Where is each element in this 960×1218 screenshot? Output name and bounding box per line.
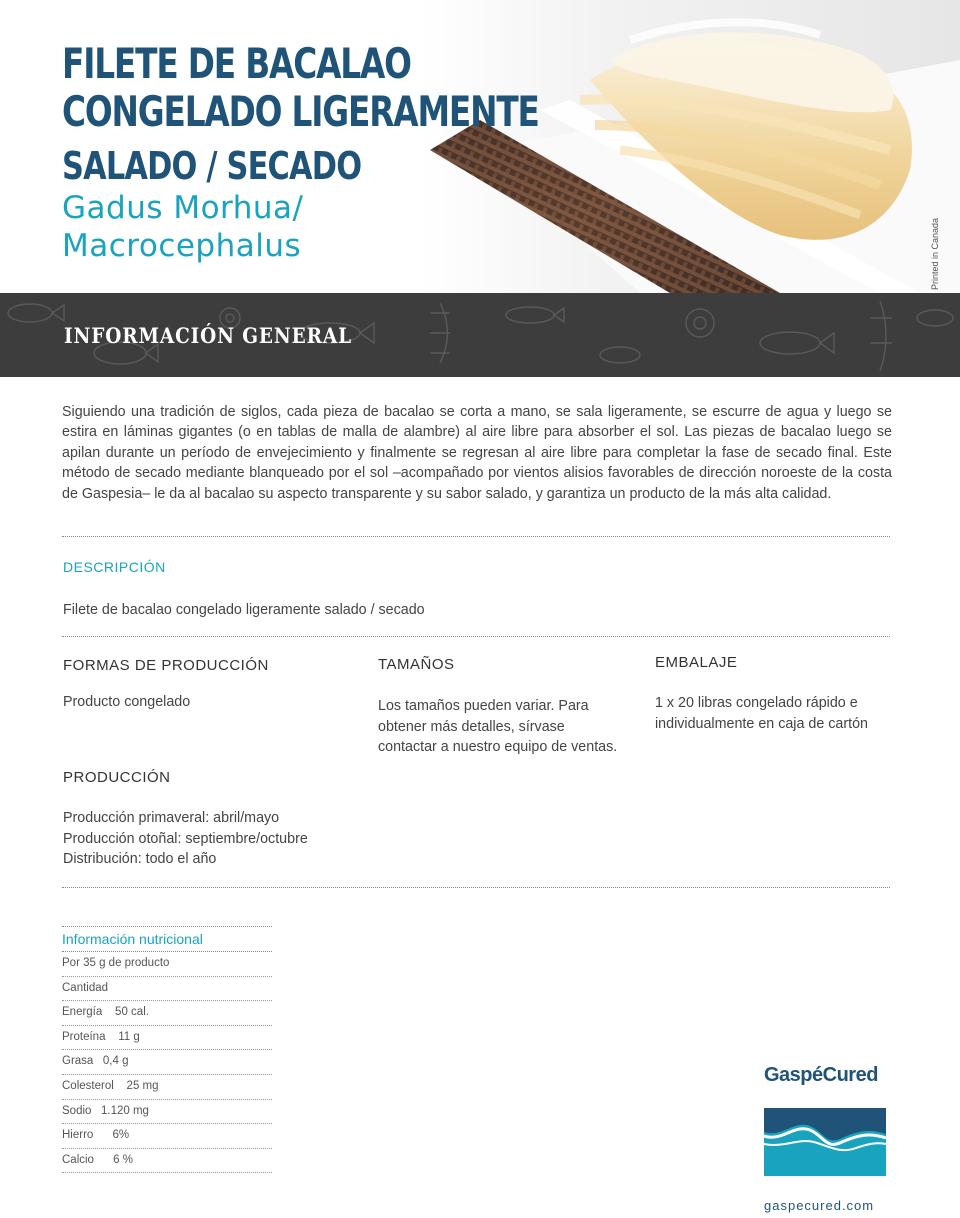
species-line1: Gadus Morhua/ bbox=[62, 190, 304, 226]
sizes-line: Los tamaños pueden variar. Para bbox=[378, 698, 589, 714]
nutrition-row: Proteína 11 g bbox=[62, 1026, 272, 1051]
packaging-heading: EMBALAJE bbox=[655, 654, 738, 671]
nutrition-row: Sodio 1.120 mg bbox=[62, 1100, 272, 1125]
product-title-line1: FILETE DE BACALAO bbox=[62, 39, 411, 88]
section-title-general-info: INFORMACIÓN GENERAL bbox=[64, 323, 352, 348]
nutrition-row: Por 35 g de producto bbox=[62, 952, 272, 977]
packaging-line: individualmente en caja de cartón bbox=[655, 715, 869, 732]
packaging-text bbox=[655, 693, 868, 734]
printed-in-canada-note: Printed in Canada bbox=[930, 217, 940, 290]
section-band bbox=[0, 293, 960, 377]
nutrition-table bbox=[62, 926, 272, 1173]
nutrition-row: Colesterol 25 mg bbox=[62, 1075, 272, 1100]
production-line: Producción otoñal: septiembre/octubre bbox=[63, 830, 308, 847]
production-text bbox=[63, 808, 308, 870]
divider bbox=[62, 536, 890, 537]
nutrition-row: Cantidad bbox=[62, 977, 272, 1002]
production-line: Producción primaveral: abril/mayo bbox=[63, 810, 280, 826]
sizes-heading: TAMAÑOS bbox=[378, 656, 455, 673]
nutrition-row: Grasa 0,4 g bbox=[62, 1050, 272, 1075]
wave-logo-icon bbox=[764, 1108, 886, 1176]
production-forms-heading: FORMAS DE PRODUCCIÓN bbox=[63, 657, 269, 674]
packaging-line: 1 x 20 libras congelado rápido e bbox=[655, 695, 858, 711]
divider bbox=[62, 887, 890, 888]
nutrition-row: Energía 50 cal. bbox=[62, 1001, 272, 1026]
nutrition-row: Hierro 6% bbox=[62, 1124, 272, 1149]
website-link[interactable]: gaspecured.com bbox=[764, 1198, 875, 1213]
sizes-line: obtener más detalles, sírvase bbox=[378, 718, 565, 735]
sizes-line: contactar a nuestro equipo de ventas. bbox=[378, 739, 618, 756]
sizes-text bbox=[378, 696, 617, 758]
production-forms-text: Producto congelado bbox=[63, 694, 191, 710]
intro-paragraph: Siguiendo una tradición de siglos, cada pieza de bacalao se corta a mano, se sala ligeramente, se escurre de agua y luego se estira en láminas gigantes (o en tablas de malla de alambre) al aire libre para absorber el sol. Las piezas de bacalao luego se apilan durante un período de envejecimiento y finalmente se regresan al aire libre para completar la fase de secado final. Este método de secado mediante blanqueado por el sol –acompañado por vientos alisios favorables de dirección noroeste de la costa de Gaspesia– le da al bacalao su aspecto transparente y su sabor salado, y garantiza un producto de la más alta calidad. bbox=[62, 404, 892, 502]
product-title-line3: SALADO / SECADO bbox=[62, 144, 362, 188]
nutrition-title: Información nutricional bbox=[62, 926, 272, 952]
product-title-line2: CONGELADO LIGERAMENTE bbox=[62, 87, 539, 136]
description-heading: DESCRIPCIÓN bbox=[63, 559, 166, 575]
title-block bbox=[62, 40, 622, 264]
production-heading: PRODUCCIÓN bbox=[63, 769, 171, 786]
nutrition-row: Calcio 6 % bbox=[62, 1149, 272, 1174]
hero-header bbox=[0, 0, 960, 293]
brand-name: GaspéCured bbox=[764, 1064, 878, 1086]
description-text: Filete de bacalao congelado ligeramente salado / secado bbox=[63, 602, 425, 618]
production-line: Distribución: todo el año bbox=[63, 851, 217, 868]
divider bbox=[62, 636, 890, 637]
species-line2: Macrocephalus bbox=[62, 228, 302, 264]
